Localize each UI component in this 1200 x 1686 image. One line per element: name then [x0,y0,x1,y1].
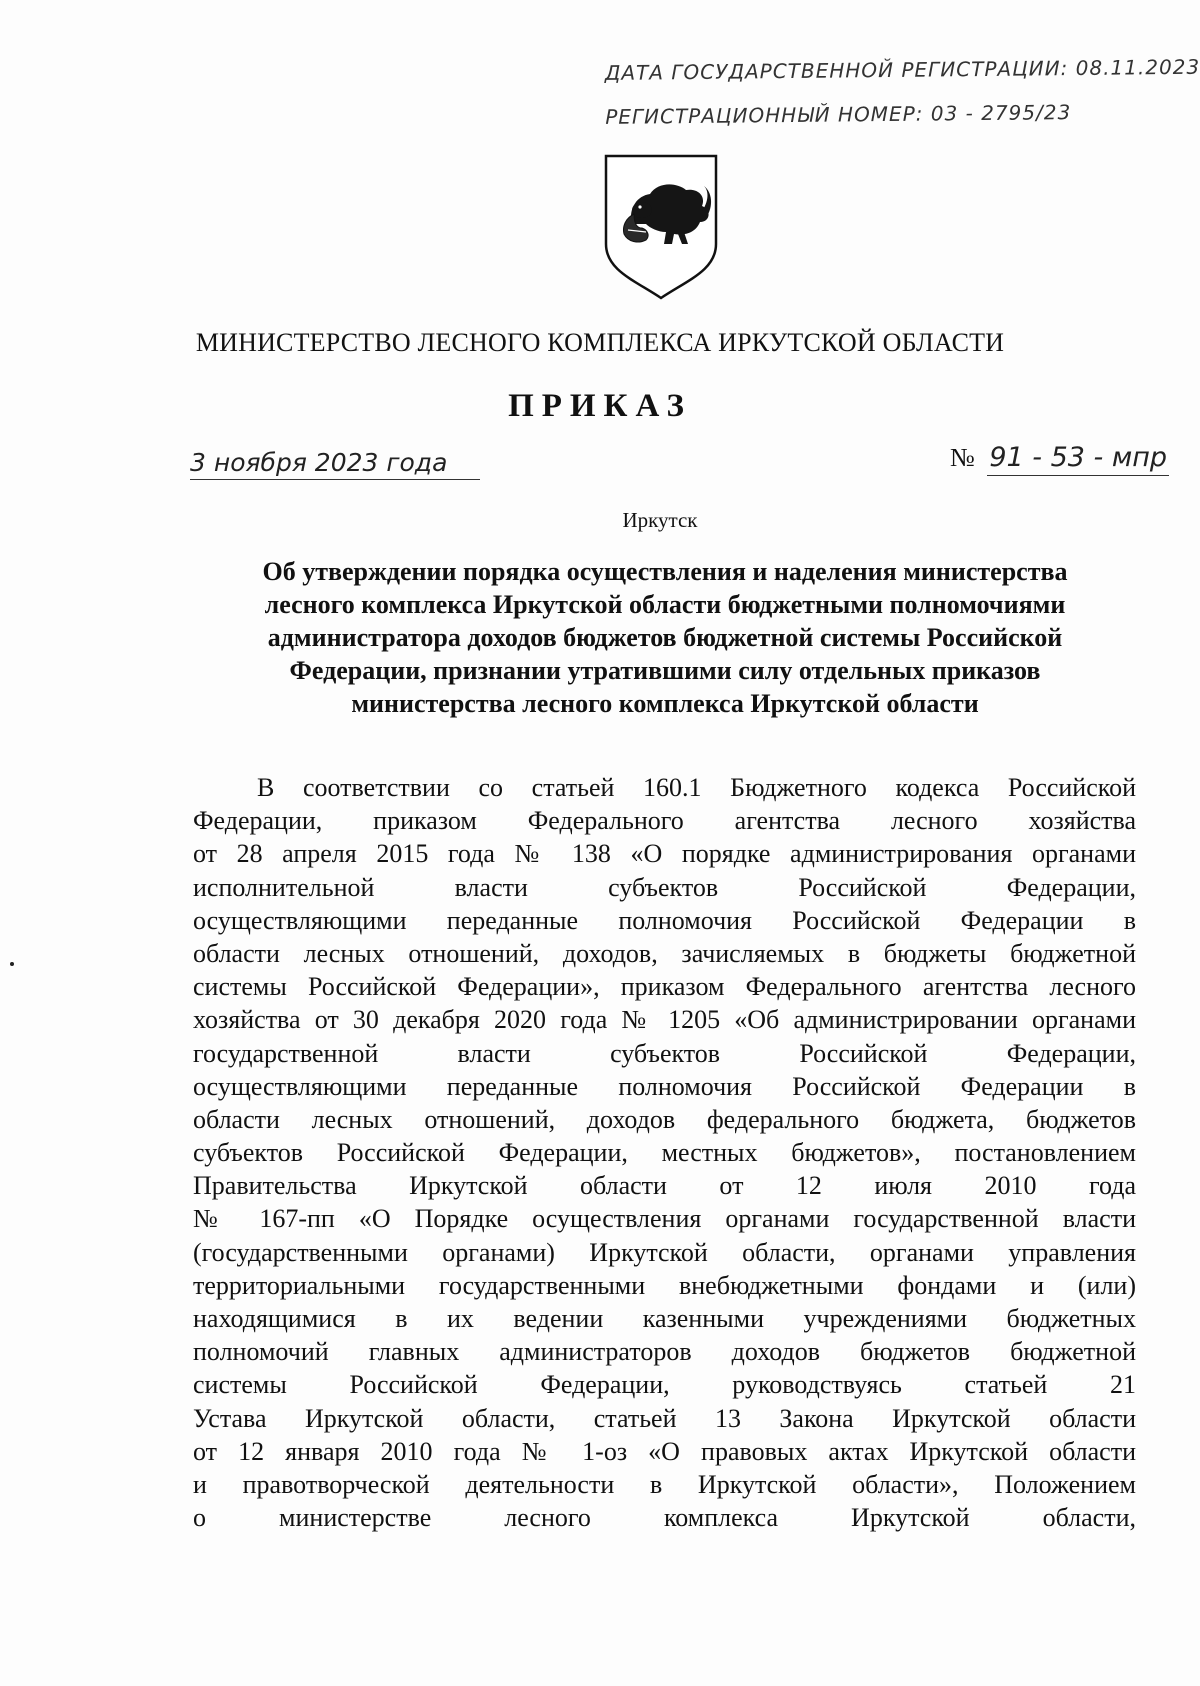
body-line: находящимися в их ведении казенными учреждениями бюджетных [193,1304,1136,1333]
body-line: субъектов Российской Федерации, местных бюджетов», постановлением [193,1138,1136,1168]
ministry-name: МИНИСТЕРСТВО ЛЕСНОГО КОМПЛЕКСА ИРКУТСКОЙ ОБЛАСТИ [195,328,1005,357]
body-line: области лесных отношений, доходов, зачисляемых в бюджеты бюджетной [193,938,1136,968]
order-title [190,555,1140,720]
body-line: системы Российской Федерации», приказом Федерального агентства лесного [193,972,1136,1002]
scan-speck [10,962,14,966]
registration-date-line: ДАТА ГОСУДАРСТВЕННОЙ РЕГИСТРАЦИИ: 08.11.2023 [604,54,1200,85]
body-line: территориальными государственными внебюджетными фондами и (или) [193,1270,1136,1300]
title-line: Об утверждении порядка осуществления и наделения министерства [262,557,1068,586]
body-line: области лесных отношений, доходов федерального бюджета, бюджетов [193,1104,1136,1134]
title-line: лесного комплекса Иркутской области бюджетными полномочиями [264,590,1066,619]
body-line: осуществляющими переданные полномочия Российской Федерации в [193,905,1136,935]
number-sign: № [950,443,975,472]
body-line: полномочий главных администраторов доходов бюджетов бюджетной [193,1337,1136,1367]
body-line: В соответствии со статьей 160.1 Бюджетного кодекса Российской [257,773,1136,802]
registration-number-line: РЕГИСТРАЦИОННЫЙ НОМЕР: 03 - 2795/23 [605,100,1072,129]
title-line: Федерации, признании утратившими силу отдельных приказов [289,656,1041,685]
irkutsk-coat-of-arms-icon [602,152,720,302]
registration-handwritten-note [604,45,1200,139]
order-number-handwritten: 91 - 53 - мпр [987,442,1169,476]
body-line: (государственными органами) Иркутской области, органами управления [193,1237,1136,1267]
body-line: и правотворческой деятельности в Иркутской области», Положением [193,1469,1136,1499]
body-line: от 28 апреля 2015 года № 138 «О порядке администрирования органами [193,839,1136,869]
body-line: системы Российской Федерации, руководствуясь статьей 21 [193,1370,1136,1400]
city-name: Иркутск [622,508,698,532]
order-number [950,442,1180,476]
body-line: государственной власти субъектов Российской Федерации, [193,1038,1136,1068]
body-line: осуществляющими переданные полномочия Российской Федерации в [193,1071,1136,1101]
order-body [193,771,1136,1534]
body-line: Федерации, приказом Федерального агентства лесного хозяйства [193,806,1136,836]
body-line: Устава Иркутской области, статьей 13 Закона Иркутской области [193,1403,1136,1433]
document-type-heading: ПРИКАЗ [508,388,692,424]
body-line: от 12 января 2010 года № 1-оз «О правовых актах Иркутской области [193,1436,1136,1466]
title-line: министерства лесного комплекса Иркутской области [351,689,979,718]
body-line: № 167-пп «О Порядке осуществления органами государственной власти [193,1204,1136,1234]
title-line: администратора доходов бюджетов бюджетной системы Российской [267,623,1063,652]
order-date-handwritten: 3 ноября 2023 года [190,448,480,480]
body-line: о министерстве лесного комплекса Иркутской области, [193,1503,1136,1533]
body-line: исполнительной власти субъектов Российской Федерации, [193,872,1136,902]
body-line: Правительства Иркутской области от 12 июля 2010 года [193,1171,1136,1201]
body-line: хозяйства от 30 декабря 2020 года № 1205 «Об администрировании органами [193,1005,1136,1035]
